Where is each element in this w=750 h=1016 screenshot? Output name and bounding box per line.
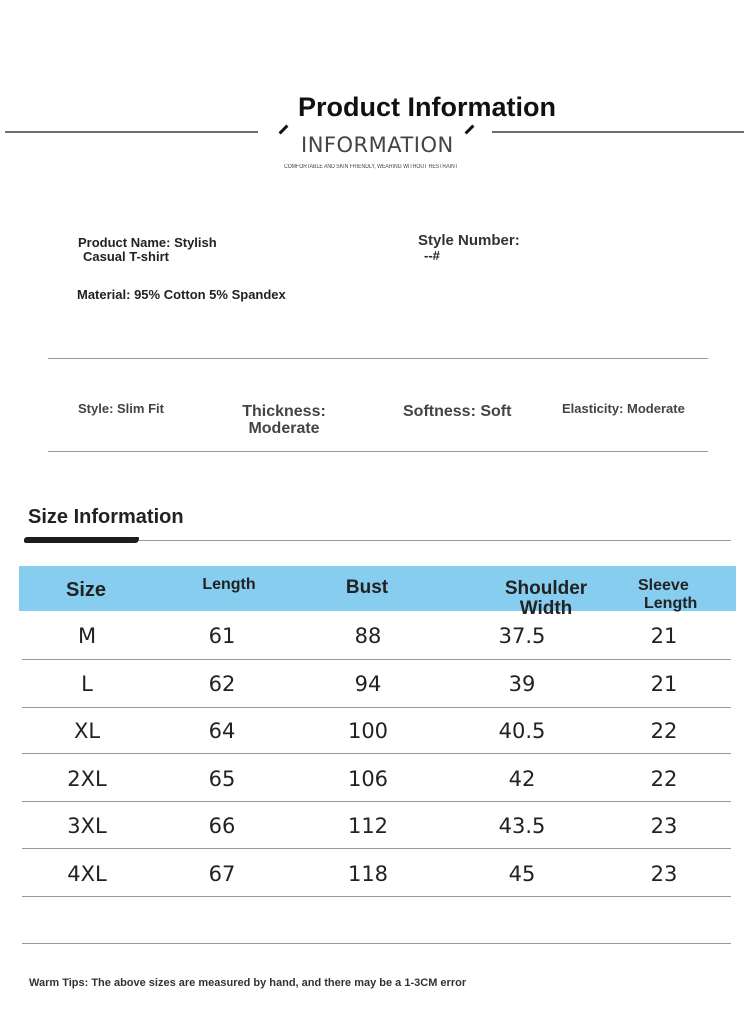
divider-bottom [48,451,708,452]
cell-size: M [77,624,97,648]
header-rule-right [492,131,744,133]
row-divider [22,753,731,754]
row-divider [22,801,731,802]
cell-shoulder: 43.5 [498,814,546,838]
cell-length: 64 [208,719,236,743]
cell-length: 67 [208,862,236,886]
cell-sleeve: 23 [650,814,678,838]
row-divider [22,848,731,849]
page-subtitle: INFORMATION [301,133,454,157]
cell-size: L [81,672,93,696]
cell-size: 4XL [67,862,107,886]
col-length: Length [202,576,256,593]
tagline: COMFORTABLE AND SKIN FRIENDLY, WEARING WITHOUT RESTRAINT [284,164,458,170]
attr-softness: Softness: Soft [403,403,512,420]
col-size: Size [65,579,107,601]
col-shoulder-line2: Width [519,598,573,619]
cell-sleeve: 22 [650,767,678,791]
cell-bust: 94 [354,672,382,696]
cell-shoulder: 45 [508,862,536,886]
cell-length: 61 [208,624,236,648]
cell-length: 62 [208,672,236,696]
cell-shoulder: 39 [508,672,536,696]
cell-bust: 112 [347,814,389,838]
col-sleeve-line1: Sleeve [638,577,689,594]
cell-shoulder: 42 [508,767,536,791]
style-number-label: Style Number: [418,232,520,249]
cell-size: XL [73,719,101,743]
row-divider [22,896,731,897]
col-shoulder-line1: Shoulder [504,578,588,599]
product-name-line1: Product Name: Stylish [78,235,217,250]
cell-size: 2XL [67,767,107,791]
header-tick-right [465,125,475,135]
attr-thickness [226,403,342,437]
divider-top [48,358,708,359]
style-number-value: --# [424,248,440,263]
header-rule-left [5,131,258,133]
cell-length: 66 [208,814,236,838]
cell-bust: 88 [354,624,382,648]
material: Material: 95% Cotton 5% Spandex [77,287,286,302]
col-shoulder-width [486,580,606,618]
cell-sleeve: 21 [650,624,678,648]
attr-elasticity: Elasticity: Moderate [562,401,685,416]
product-name-line2: Casual T-shirt [83,249,169,264]
col-sleeve-line2: Length [644,595,698,612]
cell-shoulder: 40.5 [498,719,546,743]
header-tick-left [279,125,289,135]
cell-sleeve: 21 [650,672,678,696]
cell-bust: 106 [347,767,389,791]
cell-sleeve: 23 [650,862,678,886]
attr-style: Style: Slim Fit [78,401,164,416]
cell-bust: 100 [347,719,389,743]
page-title: Product Information [298,92,556,122]
attr-thickness-value: Moderate [248,420,320,437]
cell-length: 65 [208,767,236,791]
row-divider [22,707,731,708]
size-title-rule [139,540,731,541]
cell-sleeve: 22 [650,719,678,743]
title-underline-brush [24,537,139,543]
cell-size: 3XL [67,814,107,838]
col-bust: Bust [345,577,389,598]
table-bottom-rule [22,943,731,944]
cell-bust: 118 [347,862,389,886]
attr-thickness-label: Thickness: [242,403,326,420]
size-section-title: Size Information [28,506,184,528]
cell-shoulder: 37.5 [498,624,546,648]
col-sleeve-length [620,577,720,613]
row-divider [22,659,731,660]
warm-tips: Warm Tips: The above sizes are measured by hand, and there may be a 1-3CM error [29,977,467,989]
